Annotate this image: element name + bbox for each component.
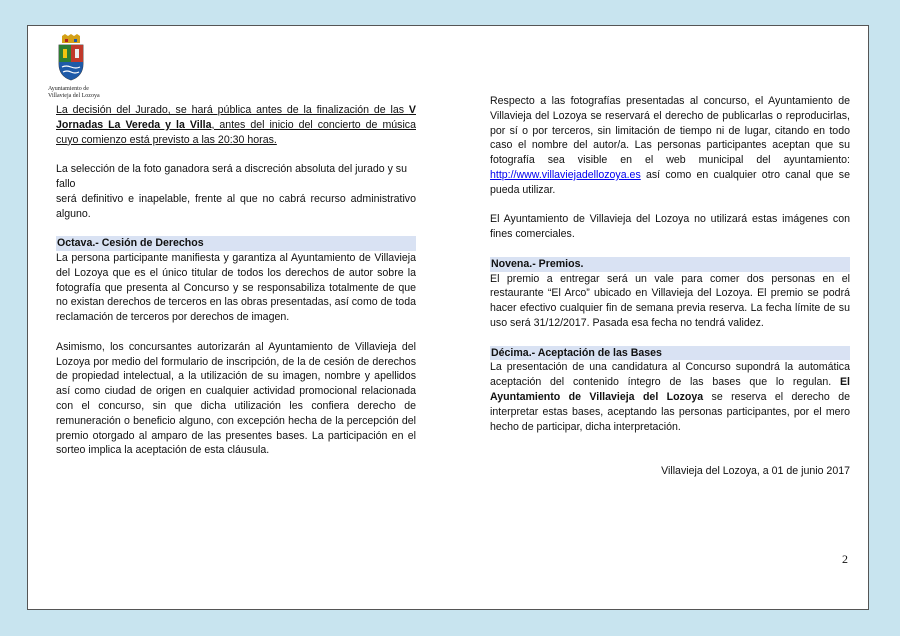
signature-line: Villavieja del Lozoya, a 01 de junio 2017 <box>661 464 850 477</box>
document-page <box>27 25 869 610</box>
page-number: 2 <box>842 552 848 566</box>
logo-line-1: Ayuntamiento de <box>48 86 89 92</box>
octava-paragraph-1: La persona participante manifiesta y garantiza al Ayuntamiento de Villavieja del Lozoya que es el único titular de todos los derechos de autor sobre la fotografía que presenta al Concurso y se responsabiliza totalmente de que no existan derechos de terceros en las obras presentadas, así como de toda reclamación de terceros por derechos de imagen. <box>56 251 416 324</box>
council-name: El Ayuntamiento de Villavieja del Lozoya <box>490 376 850 403</box>
selection-paragraph-2: será definitivo e inapelable, frente al que no cabrá recurso administrativo alguno. <box>56 192 416 220</box>
coat-of-arms-icon <box>56 34 86 82</box>
photos-rights-paragraph: Respecto a las fotografías presentadas al concurso, el Ayuntamiento de Villavieja del Lozoya se reservará el derecho de publicarlas o reproducirlas, por sí o por terceros, sin limitación de tiempo ni de lugar, citando en todo caso el nombre del autor/a. Las personas participantes aceptan que su fotografía sea visible en el web municipal del ayuntamiento: http://www.villaviejadellozoya.es así como en cualquier otro canal que se pueda utilizar. <box>490 95 850 196</box>
no-commercial-use-paragraph: El Ayuntamiento de Villavieja del Lozoya no utilizará estas imágenes con fines comerciales. <box>490 213 850 241</box>
jury-decision-paragraph: La decisión del Jurado, se hará pública antes de la finalización de las V Jornadas La Vereda y la Villa, antes del inicio del concierto de música cuyo comienzo está previsto a las 20:30 horas. <box>56 104 416 146</box>
left-column <box>56 103 416 458</box>
right-column <box>490 94 850 479</box>
logo-caption <box>48 86 100 100</box>
section-heading-novena: Novena.- Premios. <box>490 257 850 272</box>
website-link[interactable]: http://www.villaviejadellozoya.es <box>490 168 641 181</box>
section-heading-octava: Octava.- Cesión de Derechos <box>56 236 416 251</box>
selection-paragraph-1: La selección de la foto ganadora será a discreción absoluta del jurado y su fallo <box>56 163 407 190</box>
event-name: V Jornadas La Vereda y la Villa <box>56 104 416 131</box>
novena-paragraph: El premio a entregar será un vale para comer dos personas en el restaurante “El Arco” ubicado en Villavieja del Lozoya. El premio se podrá hacer efectivo cualquier fin de semana previa reserva. La fecha límite de su uso será 31/12/2017. Pasada esa fecha no tendrá validez. <box>490 272 850 329</box>
octava-paragraph-2: Asimismo, los concursantes autorizarán al Ayuntamiento de Villavieja del Lozoya por medio del formulario de inscripción, de la de cesión de derechos de propiedad intelectual, a la utilización de su imagen, nombre y apellidos así como ciudad de origen en cualquier actividad promocional relacionada con el concurso, sin que dicha utilización les confiera derecho de remuneración o beneficio alguno, con excepción hecha de la percepción del premio otorgado al amparo de las presentes bases. La participación en el sorteo implica la aceptación de esta cláusula. <box>56 340 416 457</box>
logo-line-2: Villavieja del Lozoya <box>48 93 100 99</box>
decima-paragraph: La presentación de una candidatura al Concurso supondrá la automática aceptación del contenido íntegro de las bases que lo regulan. El Ayuntamiento de Villavieja del Lozoya se reserva el derecho de interpretar estas bases, aceptando las personas participantes, por el mero hecho de participar, dicha interpretación. <box>490 361 850 433</box>
section-heading-decima: Décima.- Aceptación de las Bases <box>490 346 850 361</box>
